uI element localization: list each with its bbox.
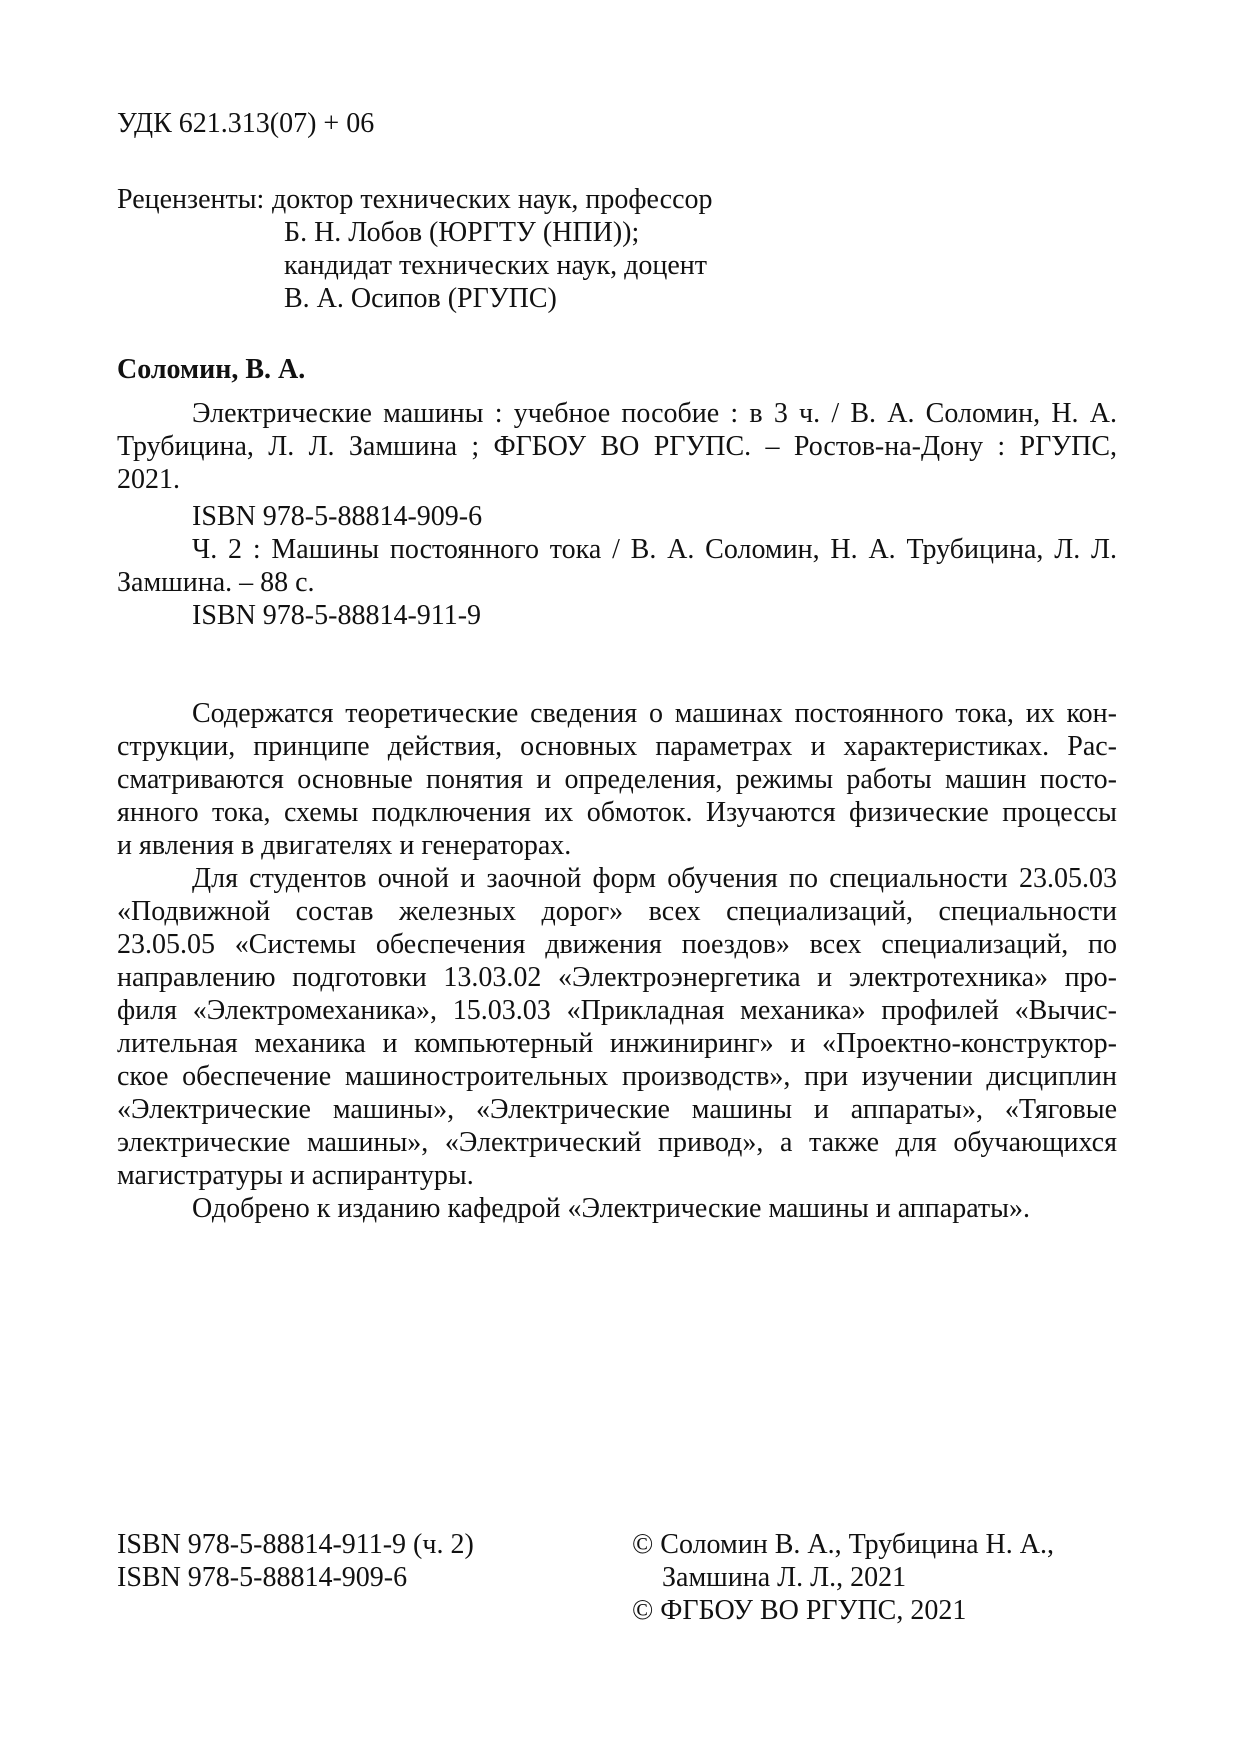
abstract-line: и явления в двигателях и генераторах. <box>117 830 572 861</box>
catalog-line: 2021. <box>117 464 180 495</box>
abstract-line: «Подвижной состав железных дорог» всех специализаций, специальности <box>117 896 1117 927</box>
abstract-line: Для студентов очной и заочной форм обучения по специальности 23.05.03 <box>192 863 1117 894</box>
abstract-line: янного тока, схемы подключения их обмоток. Изучаются физические процессы <box>117 797 1117 828</box>
reviewer-line: Б. Н. Лобов (ЮРГТУ (НПИ)); <box>284 217 640 248</box>
catalog-line: Трубицина, Л. Л. Замшина ; ФГБОУ ВО РГУПС. – Ростов-на-Дону : РГУПС, <box>117 431 1117 462</box>
isbn-line: ISBN 978-5-88814-909-6 <box>117 1562 408 1593</box>
reviewer-line: кандидат технических наук, доцент <box>284 250 707 281</box>
catalog-line: Замшина. – 88 с. <box>117 567 315 598</box>
catalog-line: Электрические машины : учебное пособие : в 3 ч. / В. А. Соломин, Н. А. <box>192 398 1117 429</box>
copyright-line: Замшина Л. Л., 2021 <box>662 1562 907 1593</box>
approval-line: Одобрено к изданию кафедрой «Электрические машины и аппараты». <box>192 1193 1030 1224</box>
udc-code: УДК 621.313(07) + 06 <box>117 108 375 139</box>
reviewers-label: Рецензенты: <box>117 184 265 215</box>
copyright-line: © Соломин В. А., Трубицина Н. А., <box>632 1529 1054 1560</box>
abstract-line: ское обеспечение машиностроительных производств», при изучении дисциплин <box>117 1061 1117 1092</box>
copyright-line: © ФГБОУ ВО РГУПС, 2021 <box>632 1595 967 1626</box>
abstract-line: «Электрические машины», «Электрические машины и аппараты», «Тяговые <box>117 1094 1117 1125</box>
catalog-line: Ч. 2 : Машины постоянного тока / В. А. Соломин, Н. А. Трубицина, Л. Л. <box>192 534 1117 565</box>
isbn-line: ISBN 978-5-88814-911-9 (ч. 2) <box>117 1529 474 1560</box>
abstract-line: струкции, принципе действия, основных параметрах и характеристиках. Рас- <box>117 731 1117 762</box>
abstract-line: филя «Электромеханика», 15.03.03 «Прикладная механика» профилей «Вычис- <box>117 995 1117 1026</box>
abstract-line: направлению подготовки 13.03.02 «Электроэнергетика и электротехника» про- <box>117 962 1117 993</box>
catalog-author: Соломин, В. А. <box>117 354 306 385</box>
abstract-line: магистратуры и аспирантуры. <box>117 1160 474 1191</box>
abstract-line: Содержатся теоретические сведения о машинах постоянного тока, их кон- <box>192 698 1117 729</box>
reviewer-line: В. А. Осипов (РГУПС) <box>284 283 557 314</box>
abstract-line: 23.05.05 «Системы обеспечения движения поездов» всех специализаций, по <box>117 929 1117 960</box>
abstract-line: сматриваются основные понятия и определения, режимы работы машин посто- <box>117 764 1117 795</box>
catalog-isbn: ISBN 978-5-88814-909-6 <box>192 501 483 532</box>
abstract-line: лительная механика и компьютерный инжиниринг» и «Проектно-конструктор- <box>117 1028 1117 1059</box>
reviewer-line: доктор технических наук, профессор <box>272 184 713 215</box>
abstract-line: электрические машины», «Электрический привод», а также для обучающихся <box>117 1127 1117 1158</box>
catalog-isbn: ISBN 978-5-88814-911-9 <box>192 600 482 631</box>
